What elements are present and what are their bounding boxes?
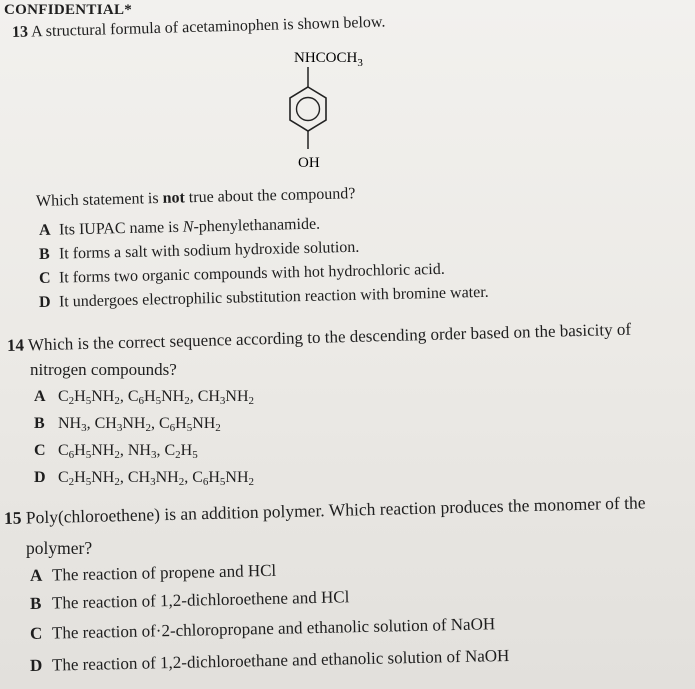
question-13-option-c[interactable]: C It forms two organic compounds with hot hydrochloric acid.	[38, 260, 445, 287]
structure-bottom-group-label: OH	[298, 155, 320, 171]
question-15-option-d[interactable]: D The reaction of 1,2-dichloroethane and ethanolic solution of NaOH	[29, 645, 510, 675]
question-14-option-b[interactable]: B $NH_3$, $CH_3NH_2$, $C_6H_5NH_2$	[34, 415, 221, 434]
option-letter: A	[29, 565, 43, 585]
benzene-ring	[290, 87, 326, 131]
question-15-stem: 15 Poly(chloroethene) is an addition polymer. Which reaction produces the monomer of the	[3, 492, 646, 528]
option-letter: C	[38, 269, 51, 287]
question-15-number: 15	[3, 507, 22, 528]
acetaminophen-structure	[282, 45, 392, 175]
question-13-option-a[interactable]: A Its IUPAC name is N-phenylethanamide.	[38, 215, 321, 239]
option-letter: D	[34, 469, 46, 486]
option-letter: D	[38, 293, 51, 311]
question-14-number: 14	[6, 335, 25, 355]
question-13-prompt: Which statement is not true about the compound?	[35, 185, 356, 210]
option-letter: A	[38, 221, 51, 239]
question-15-stem-line2: polymer?	[26, 538, 93, 558]
question-13-number: 13	[11, 23, 29, 41]
question-14-stem-line2: nitrogen compounds?	[30, 360, 177, 379]
question-15-option-c[interactable]: C The reaction of·2-chloropropane and ethanolic solution of NaOH	[29, 614, 496, 643]
option-letter: C	[29, 623, 43, 643]
question-13-not-emphasis: not	[162, 189, 186, 207]
acetaminophen-structure-diagram	[282, 45, 392, 175]
question-14-option-a[interactable]: A $C_2H_5NH_2$, $C_6H_5NH_2$, $CH_3NH_2$	[34, 388, 255, 407]
option-letter: B	[38, 245, 50, 263]
option-letter: B	[29, 593, 42, 613]
benzene-ring-circle	[297, 98, 320, 121]
question-15-option-b[interactable]: B The reaction of 1,2-dichloroethene and HCl	[29, 587, 350, 613]
question-14-stem: 14 Which is the correct sequence according to the descending order based on the basicity of	[6, 319, 632, 355]
question-14-option-d[interactable]: D $C_2H_5NH_2$, $CH_3NH_2$, $C_6H_5NH_2$	[34, 469, 255, 488]
option-letter: A	[34, 388, 46, 405]
question-13-text: A structural formula of acetaminophen is shown below.	[30, 13, 386, 41]
structure-top-group-label: $NHCOCH_3$	[294, 50, 363, 69]
option-letter: C	[34, 442, 46, 459]
question-13-option-d[interactable]: D It undergoes electrophilic substitution reaction with bromine water.	[38, 283, 489, 311]
question-14-option-c[interactable]: C $C_6H_5NH_2$, $NH_3$, $C_2H_5$	[34, 442, 198, 461]
confidential-header: CONFIDENTIAL*	[4, 2, 133, 18]
option-letter: D	[29, 655, 43, 675]
question-15-option-a[interactable]: A The reaction of propene and HCl	[29, 560, 277, 585]
question-13-option-b[interactable]: B It forms a salt with sodium hydroxide solution.	[38, 238, 360, 263]
option-letter: B	[34, 415, 45, 432]
